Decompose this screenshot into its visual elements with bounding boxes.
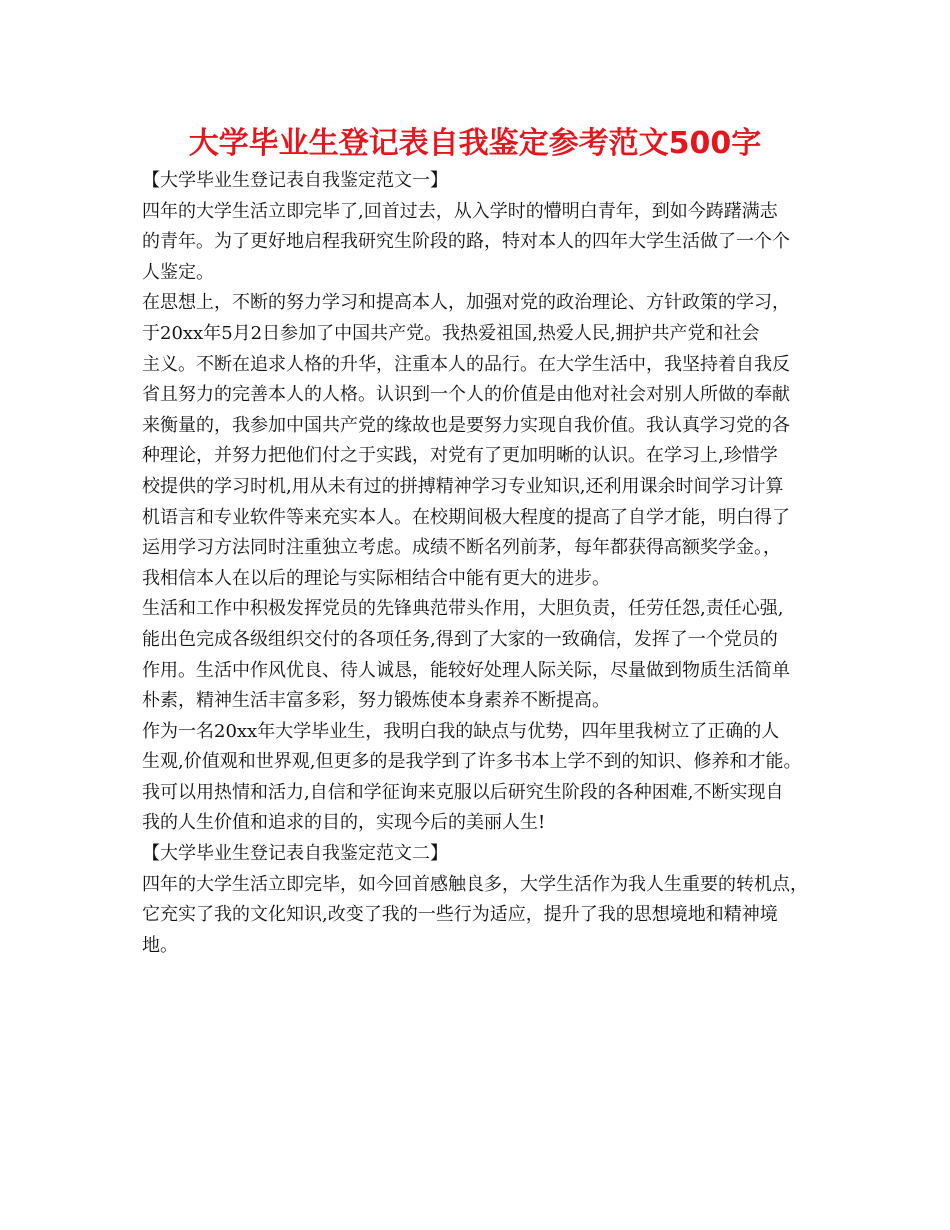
text-line: 生观,价值观和世界观,但更多的是我学到了许多书本上学不到的知识、修养和才能。 — [142, 751, 802, 773]
text-line: 于20xx年5月2日参加了中国共产党。我热爱祖国,热爱人民,拥护共产党和社会 — [142, 322, 760, 344]
section-heading-1: 【大学毕业生登记表自我鉴定范文一】 — [142, 170, 448, 191]
text-line: 能出色完成各级组织交付的各项任务,得到了大家的一致确信，发挥了一个党员的 — [142, 628, 778, 650]
text-line: 校提供的学习时机,用从未有过的拼搏精神学习专业知识,还利用课余时间学习计算 — [142, 475, 784, 497]
document-body — [142, 166, 822, 961]
text-line: 生活和工作中积极发挥党员的先锋典范带头作用，大胆负责，任劳任怨,责任心强, — [142, 598, 784, 620]
text-line: 在思想上，不断的努力学习和提高本人，加强对党的政治理论、方针政策的学习， — [142, 292, 790, 314]
text-line: 省且努力的完善本人的人格。认识到一个人的价值是由他对社会对别人所做的奉献 — [142, 384, 790, 406]
text-line: 我可以用热情和活力,自信和学征询来克服以后研究生阶段的各种困难,不断实现自 — [142, 781, 784, 803]
text-line: 朴素，精神生活丰富多彩，努力锻炼使本身素养不断提高。 — [142, 690, 610, 712]
section-heading-2: 【大学毕业生登记表自我鉴定范文二】 — [142, 843, 448, 865]
page-title: 大学毕业生登记表自我鉴定参考范文500字 — [188, 126, 762, 161]
text-line: 的青年。为了更好地启程我研究生阶段的路，特对本人的四年大学生活做了一个个 — [142, 231, 790, 253]
text-line: 人鉴定。 — [142, 261, 214, 283]
text-line: 地。 — [142, 934, 178, 956]
text-line: 种理论，并努力把他们付之于实践，对党有了更加明晰的认识。在学习上,珍惜学 — [142, 445, 778, 467]
text-line: 四年的大学生活立即完毕，如今回首感触良多，大学生活作为我人生重要的转机点， — [142, 873, 808, 895]
text-line: 我相信本人在以后的理论与实际相结合中能有更大的进步。 — [142, 567, 610, 589]
text-line: 主义。不断在追求人格的升华，注重本人的品行。在大学生活中，我坚持着自我反 — [142, 353, 790, 375]
text-line: 作为一名20xx年大学毕业生，我明白我的缺点与优势，四年里我树立了正确的人 — [142, 720, 780, 742]
text-line: 机语言和专业软件等来充实本人。在校期间极大程度的提高了自学才能，明白得了 — [142, 506, 790, 528]
text-line: 四年的大学生活立即完毕了,回首过去，从入学时的懵明白青年，到如今踌躇满志 — [142, 200, 778, 222]
text-line: 作用。生活中作风优良、待人诚恳，能较好处理人际关际，尽量做到物质生活简单 — [142, 659, 790, 681]
text-line: 它充实了我的文化知识,改变了我的一些行为适应，提升了我的思想境地和精神境 — [142, 904, 778, 926]
text-line: 运用学习方法同时注重独立考虑。成绩不断名列前茅，每年都获得高额奖学金。， — [142, 537, 781, 559]
text-line: 来衡量的，我参加中国共产党的缘故也是要努力实现自我价值。我认真学习党的各 — [142, 414, 790, 436]
text-line: 我的人生价值和追求的目的，实现今后的美丽人生! — [142, 812, 546, 834]
